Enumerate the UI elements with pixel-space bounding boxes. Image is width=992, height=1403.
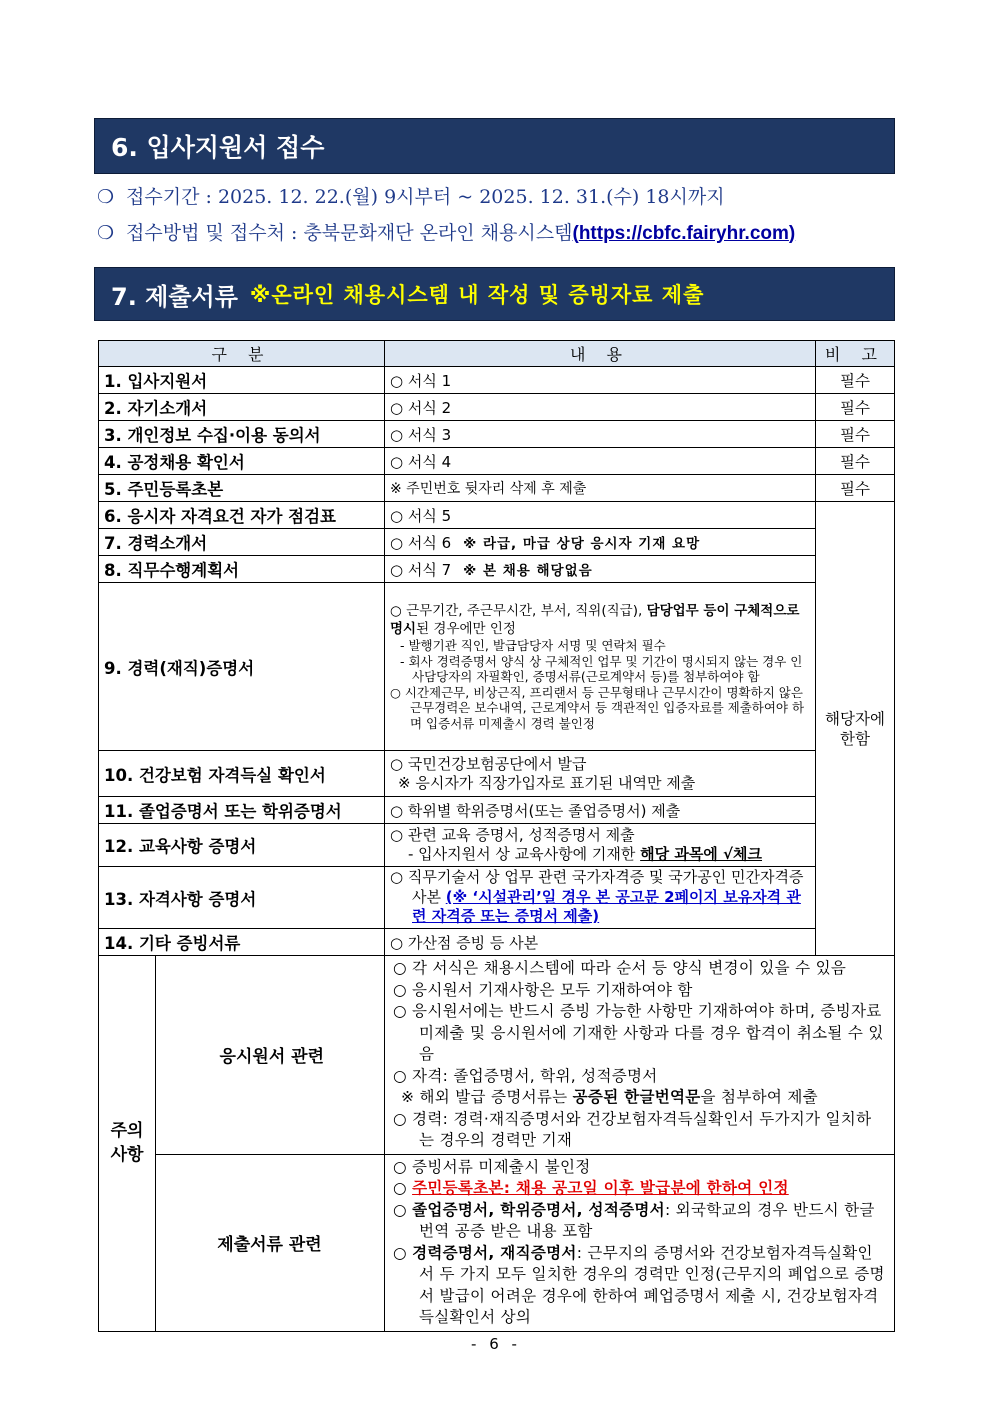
row-remark: 필수 <box>816 394 895 421</box>
notes-group-application: 응시원서 관련 <box>156 956 385 1155</box>
row-content: ○ 서식 5 <box>385 502 816 529</box>
row-name: 14. 기타 증빙서류 <box>99 929 385 956</box>
table-row <box>99 583 895 751</box>
row-content: ○ 서식 4 <box>385 448 816 475</box>
application-link[interactable]: (https://cbfc.fairyhr.com) <box>572 223 796 244</box>
circle-bullet-icon: ❍ <box>97 186 115 208</box>
method-line <box>97 218 795 245</box>
section-7-title: 7. 제출서류 <box>111 282 238 311</box>
section-7-banner <box>94 267 895 321</box>
row-name: 4. 공정채용 확인서 <box>99 448 385 475</box>
notes-label: 주의 사항 <box>99 956 156 1332</box>
row-content: ○ 가산점 증빙 등 사본 <box>385 929 816 956</box>
table-row <box>99 502 895 529</box>
row-content: ○ 서식 3 <box>385 421 816 448</box>
row-content: ○ 직무기술서 상 업무 관련 국가자격증 및 국가공인 민간자격증 사본 (※ ‘시설관리’일 경우 본 공고문 2페이지 보유자격 관련 자격증 또는 증명서 제출) <box>385 867 816 929</box>
row-name: 9. 경력(재직)증명서 <box>99 583 385 751</box>
row-content: ※ 주민번호 뒷자리 삭제 후 제출 <box>385 475 816 502</box>
row-remark: 필수 <box>816 475 895 502</box>
table-row <box>99 797 895 824</box>
row-content: ○ 관련 교육 증명서, 성적증명서 제출 - 입사지원서 상 교육사항에 기재한 해당 과목에 √체크 <box>385 824 816 867</box>
table-row <box>99 421 895 448</box>
table-row <box>99 394 895 421</box>
header-remark: 비 고 <box>816 341 895 367</box>
period-line <box>97 182 725 209</box>
row-remark: 필수 <box>816 421 895 448</box>
table-row <box>99 475 895 502</box>
row-content: ○ 서식 1 <box>385 367 816 394</box>
documents-table <box>98 340 895 1332</box>
row-name: 1. 입사지원서 <box>99 367 385 394</box>
period-text: 접수기간 : 2025. 12. 22.(월) 9시부터 ~ 2025. 12. 31.(수) 18시까지 <box>126 186 725 208</box>
header-content: 내 용 <box>385 341 816 367</box>
row-name: 3. 개인정보 수집·이용 동의서 <box>99 421 385 448</box>
table-row <box>99 529 895 556</box>
notes-row-submission <box>99 1154 895 1331</box>
table-row <box>99 367 895 394</box>
row-name: 11. 졸업증명서 또는 학위증명서 <box>99 797 385 824</box>
table-row <box>99 751 895 797</box>
row-content: ○ 서식 2 <box>385 394 816 421</box>
table-row <box>99 867 895 929</box>
notes-submission-content: ○ 증빙서류 미제출시 불인정 ○ 주민등록초본: 채용 공고일 이후 발급분에 한하여 인정 ○ 졸업증명서, 학위증명서, 성적증명서: 외국학교의 경우 반드시 한글번역 공증 받은 내용 포함 ○ 경력증명서, 재직증명서: 근무지의 증명서와 건강보험자격득실확인서 두 가지 모두 일치한 경우의 경력만 인정(근무지의 폐업으로 증명서 발급이 어려운 경우에 한하여 폐업증명서 제출 시, 건강보험자격득실확인서 상의 <box>385 1154 895 1331</box>
table-row <box>99 448 895 475</box>
row-name: 8. 직무수행계획서 <box>99 556 385 583</box>
row-remark: 필수 <box>816 448 895 475</box>
row-content: ○ 근무기간, 주근무시간, 부서, 직위(직급), 담당업무 등이 구체적으로 명시된 경우에만 인정 - 발행기관 직인, 발급담당자 서명 및 연락처 필수 - 회사 경력증명서 양식 상 구체적인 업무 및 기간이 명시되지 않는 경우 인사담당자의 자필확인, 증명서류(근로계약서 등)를 첨부하여야 함 ○ 시간제근무, 비상근직, 프리랜서 등 근무형태나 근무시간이 명확하지 않은 근무경력은 보수내역, 근로계약서 등 객관적인 입증자료를 제출하여야 하며 입증서류 미제출시 경력 불인정 <box>385 583 816 751</box>
row-name: 6. 응시자 자격요건 자가 점검표 <box>99 502 385 529</box>
notes-application-content: ○ 각 서식은 채용시스템에 따라 순서 등 양식 변경이 있을 수 있음 ○ 응시원서 기재사항은 모두 기재하여야 함 ○ 응시원서에는 반드시 증빙 가능한 사항만 기재하여야 하며, 증빙자료 미제출 및 응시원서에 기재한 사항과 다를 경우 합격이 취소될 수 있음 ○ 자격: 졸업증명서, 학위, 성적증명서 ※ 해외 발급 증명서류는 공증된 한글번역문을 첨부하여 제출 ○ 경력: 경력·재직증명서와 건강보험자격득실확인서 두가지가 일치하는 경우의 경력만 기재 <box>385 956 895 1155</box>
merged-remark: 해당자에 한함 <box>816 502 895 956</box>
row-name: 13. 자격사항 증명서 <box>99 867 385 929</box>
row-content: ○ 서식 7 ※ 본 채용 해당없음 <box>385 556 816 583</box>
row-name: 5. 주민등록초본 <box>99 475 385 502</box>
table-row <box>99 556 895 583</box>
page-number: - 6 - <box>471 1335 521 1353</box>
notes-group-submission: 제출서류 관련 <box>156 1154 385 1331</box>
row-name: 10. 건강보험 자격득실 확인서 <box>99 751 385 797</box>
row-content: ○ 학위별 학위증명서(또는 졸업증명서) 제출 <box>385 797 816 824</box>
method-text: 접수방법 및 접수처 : 충북문화재단 온라인 채용시스템 <box>126 222 573 244</box>
notes-row-application <box>99 956 895 1155</box>
row-name: 12. 교육사항 증명서 <box>99 824 385 867</box>
section-6-banner <box>94 118 895 174</box>
row-remark: 필수 <box>816 367 895 394</box>
header-category: 구 분 <box>99 341 385 367</box>
row-name: 7. 경력소개서 <box>99 529 385 556</box>
section-7-subtitle: ※온라인 채용시스템 내 작성 및 증빙자료 제출 <box>249 283 705 307</box>
row-name: 2. 자기소개서 <box>99 394 385 421</box>
row-content: ○ 국민건강보험공단에서 발급 ※ 응시자가 직장가입자로 표기된 내역만 제출 <box>385 751 816 797</box>
section-6-title: 6. 입사지원서 접수 <box>111 133 325 162</box>
table-row <box>99 824 895 867</box>
table-header-row <box>99 341 895 367</box>
circle-bullet-icon: ❍ <box>97 222 115 244</box>
table-row <box>99 929 895 956</box>
row-content: ○ 서식 6 ※ 라급, 마급 상당 응시자 기재 요망 <box>385 529 816 556</box>
